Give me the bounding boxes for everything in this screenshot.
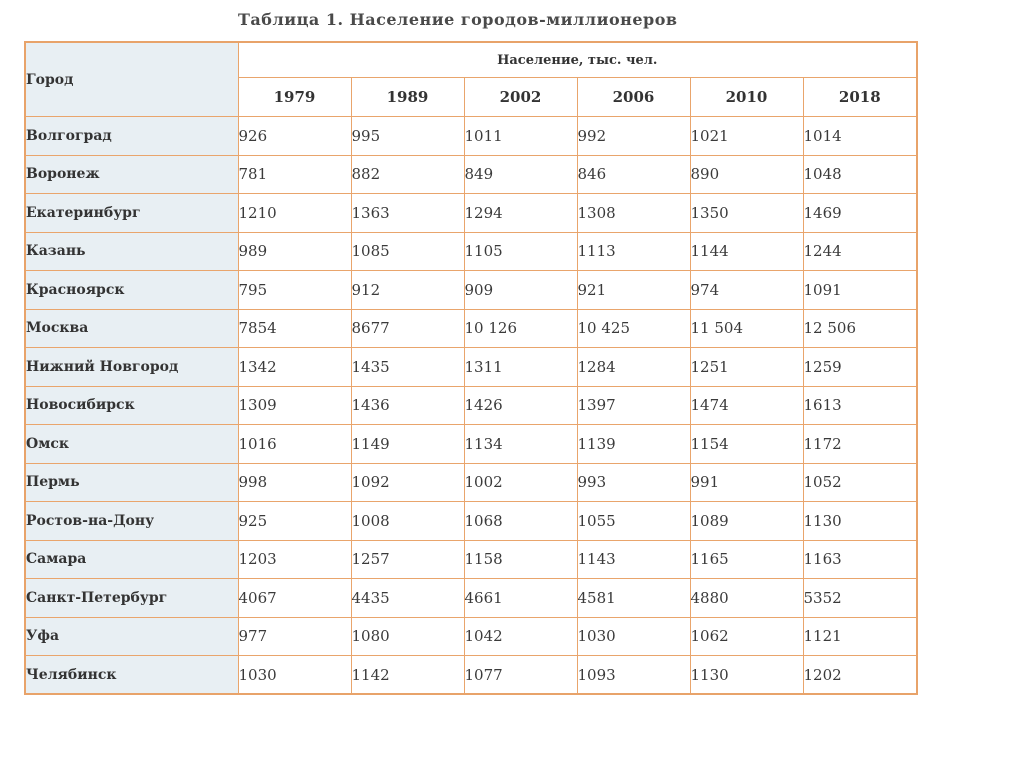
population-value-cell: 849 [464,155,577,194]
population-value-cell: 989 [238,232,351,271]
population-value-cell: 1042 [464,617,577,656]
population-value-cell: 991 [690,463,803,502]
city-name-cell: Уфа [25,617,238,656]
population-value-cell: 1021 [690,117,803,156]
population-value-cell: 1251 [690,348,803,387]
population-value-cell: 1014 [803,117,917,156]
population-value-cell: 1016 [238,425,351,464]
table-row [25,502,917,541]
population-value-cell: 1154 [690,425,803,464]
population-value-cell: 1077 [464,656,577,695]
table-row [25,309,917,348]
population-value-cell: 1130 [803,502,917,541]
table-row [25,117,917,156]
population-value-cell: 890 [690,155,803,194]
population-value-cell: 1030 [577,617,690,656]
year-header: 2010 [690,78,803,117]
table-row [25,271,917,310]
city-name-cell: Самара [25,540,238,579]
population-value-cell: 1309 [238,386,351,425]
population-value-cell: 1011 [464,117,577,156]
city-name-cell: Омск [25,425,238,464]
population-value-cell: 10 425 [577,309,690,348]
population-value-cell: 1210 [238,194,351,233]
table-row [25,463,917,502]
population-table [24,41,918,695]
population-value-cell: 1363 [351,194,464,233]
year-header: 1989 [351,78,464,117]
population-value-cell: 1284 [577,348,690,387]
population-value-cell: 1130 [690,656,803,695]
year-header: 2018 [803,78,917,117]
population-value-cell: 1144 [690,232,803,271]
population-value-cell: 1202 [803,656,917,695]
population-value-cell: 1294 [464,194,577,233]
population-value-cell: 5352 [803,579,917,618]
population-value-cell: 1055 [577,502,690,541]
table-caption: Таблица 1. Население городов-миллионеров [238,10,678,29]
population-value-cell: 1085 [351,232,464,271]
population-value-cell: 912 [351,271,464,310]
population-value-cell: 1149 [351,425,464,464]
population-value-cell: 1257 [351,540,464,579]
population-value-cell: 993 [577,463,690,502]
population-value-cell: 1308 [577,194,690,233]
city-name-cell: Челябинск [25,656,238,695]
table-row [25,425,917,464]
population-value-cell: 1113 [577,232,690,271]
population-value-cell: 781 [238,155,351,194]
city-name-cell: Санкт-Петербург [25,579,238,618]
population-value-cell: 1163 [803,540,917,579]
population-value-cell: 974 [690,271,803,310]
population-value-cell: 795 [238,271,351,310]
table-row [25,155,917,194]
city-name-cell: Красноярск [25,271,238,310]
population-value-cell: 1093 [577,656,690,695]
population-value-cell: 1426 [464,386,577,425]
population-value-cell: 7854 [238,309,351,348]
population-value-cell: 12 506 [803,309,917,348]
population-value-cell: 1068 [464,502,577,541]
population-value-cell: 1105 [464,232,577,271]
population-value-cell: 1134 [464,425,577,464]
table-body [25,117,917,695]
table-row [25,194,917,233]
population-value-cell: 909 [464,271,577,310]
population-value-cell: 1121 [803,617,917,656]
city-name-cell: Москва [25,309,238,348]
population-value-cell: 1172 [803,425,917,464]
table-row [25,232,917,271]
population-value-cell: 1139 [577,425,690,464]
city-name-cell: Екатеринбург [25,194,238,233]
table-row [25,386,917,425]
city-name-cell: Казань [25,232,238,271]
population-value-cell: 926 [238,117,351,156]
population-value-cell: 921 [577,271,690,310]
table-header [25,42,917,117]
city-name-cell: Ростов-на-Дону [25,502,238,541]
population-value-cell: 8677 [351,309,464,348]
table-row [25,348,917,387]
population-value-cell: 1008 [351,502,464,541]
population-value-cell: 1062 [690,617,803,656]
population-value-cell: 995 [351,117,464,156]
population-value-cell: 1048 [803,155,917,194]
city-name-cell: Волгоград [25,117,238,156]
population-value-cell: 1474 [690,386,803,425]
population-value-cell: 1142 [351,656,464,695]
table-row [25,540,917,579]
population-value-cell: 1089 [690,502,803,541]
year-header: 1979 [238,78,351,117]
population-value-cell: 977 [238,617,351,656]
population-value-cell: 1158 [464,540,577,579]
population-value-cell: 925 [238,502,351,541]
population-value-cell: 1080 [351,617,464,656]
population-value-cell: 1342 [238,348,351,387]
population-value-cell: 1436 [351,386,464,425]
population-value-cell: 1203 [238,540,351,579]
population-value-cell: 1435 [351,348,464,387]
city-name-cell: Пермь [25,463,238,502]
population-group-header: Население, тыс. чел. [238,42,917,78]
population-value-cell: 1397 [577,386,690,425]
population-value-cell: 1002 [464,463,577,502]
population-value-cell: 992 [577,117,690,156]
city-name-cell: Новосибирск [25,386,238,425]
population-value-cell: 1092 [351,463,464,502]
table-row [25,656,917,695]
population-value-cell: 882 [351,155,464,194]
city-column-header: Город [25,42,238,117]
population-value-cell: 846 [577,155,690,194]
population-value-cell: 1469 [803,194,917,233]
year-header: 2002 [464,78,577,117]
table-row [25,617,917,656]
year-header: 2006 [577,78,690,117]
population-value-cell: 1311 [464,348,577,387]
population-value-cell: 11 504 [690,309,803,348]
population-value-cell: 1052 [803,463,917,502]
population-value-cell: 1259 [803,348,917,387]
city-name-cell: Воронеж [25,155,238,194]
table-row [25,579,917,618]
population-value-cell: 1143 [577,540,690,579]
population-value-cell: 4067 [238,579,351,618]
population-value-cell: 1165 [690,540,803,579]
population-value-cell: 1091 [803,271,917,310]
population-value-cell: 998 [238,463,351,502]
population-value-cell: 10 126 [464,309,577,348]
population-value-cell: 4581 [577,579,690,618]
population-value-cell: 1244 [803,232,917,271]
population-value-cell: 1613 [803,386,917,425]
population-value-cell: 4435 [351,579,464,618]
population-value-cell: 1030 [238,656,351,695]
population-value-cell: 4880 [690,579,803,618]
city-name-cell: Нижний Новгород [25,348,238,387]
population-value-cell: 1350 [690,194,803,233]
population-value-cell: 4661 [464,579,577,618]
